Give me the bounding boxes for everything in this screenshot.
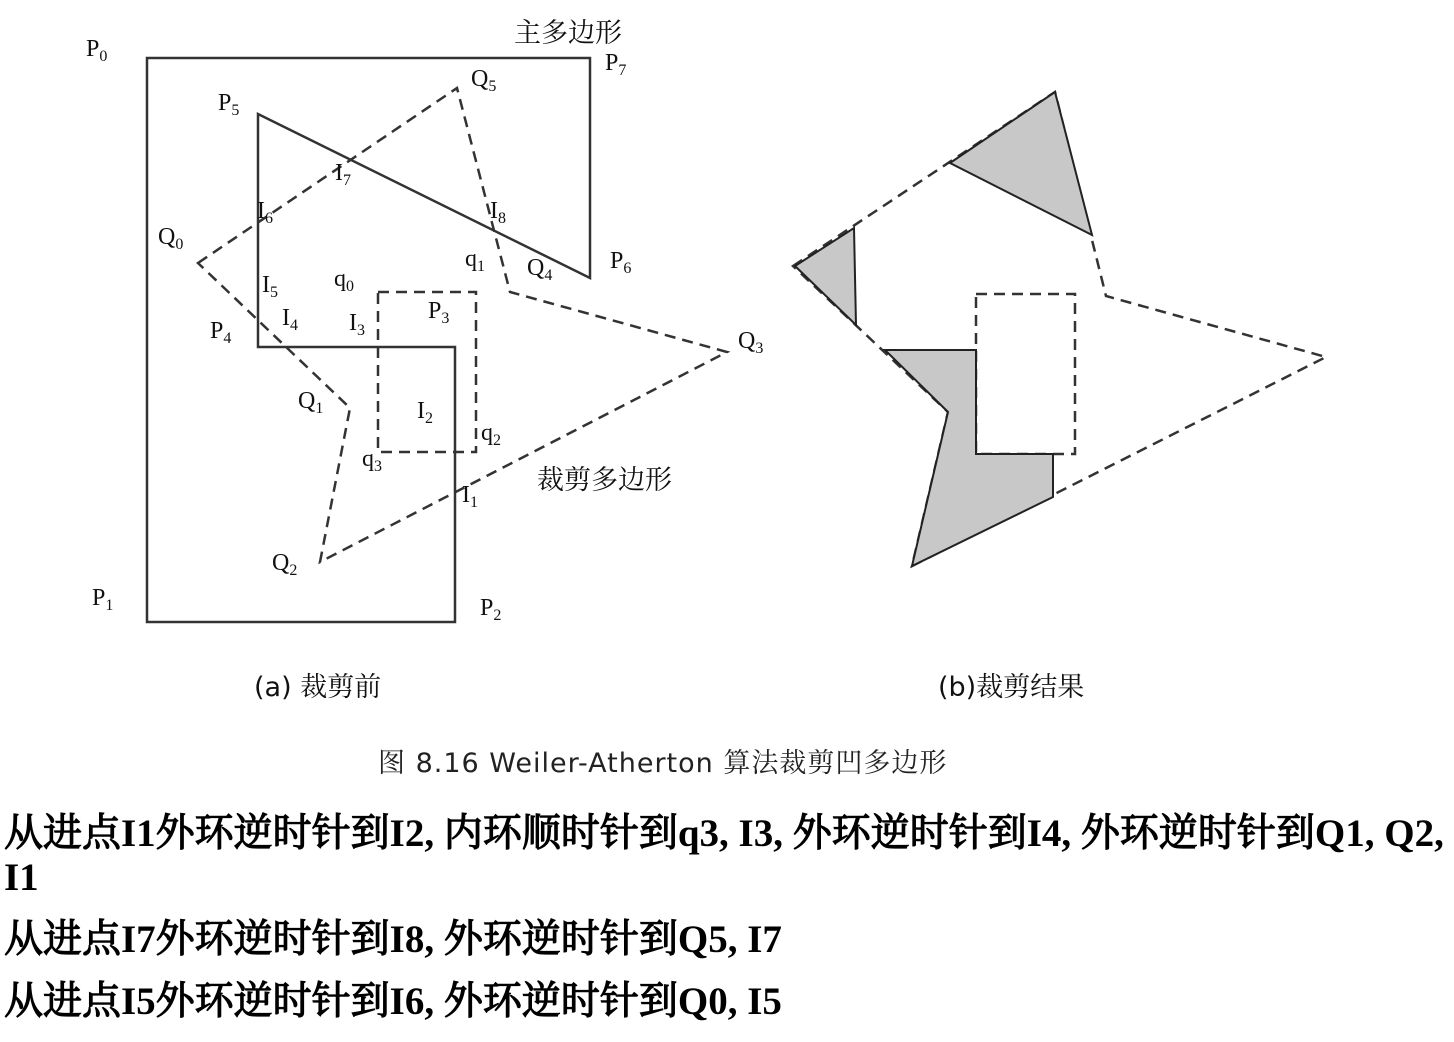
label-I4: $I_4$ bbox=[282, 305, 298, 334]
label-P5: $P_5$ bbox=[218, 90, 240, 119]
label-Q1: $Q_1$ bbox=[298, 388, 324, 417]
label-I2: $I_2$ bbox=[417, 398, 433, 427]
label-I7: $I_7$ bbox=[335, 160, 351, 189]
figure-caption: 图 8.16 Weiler-Atherton 算法裁剪凹多边形 bbox=[378, 748, 948, 779]
notes bbox=[4, 812, 1444, 1042]
label-q3: $q_3$ bbox=[362, 446, 382, 475]
label-Q0: $Q_0$ bbox=[158, 224, 184, 253]
result-piece-bottom bbox=[885, 350, 1053, 566]
label-P7: $P_7$ bbox=[605, 50, 627, 79]
label-I3: $I_3$ bbox=[349, 310, 365, 339]
label-P1: $P_1$ bbox=[92, 585, 114, 614]
label-I6: $I_6$ bbox=[257, 198, 273, 227]
main-polygon-label: 主多边形 bbox=[514, 18, 622, 49]
note-line-3: 从进点I5外环逆时针到I6, 外环逆时针到Q0, I5 bbox=[4, 980, 782, 1023]
panel-a-caption: (a) 裁剪前 bbox=[254, 672, 382, 703]
label-P0: $P_0$ bbox=[86, 36, 108, 65]
label-I5: $I_5$ bbox=[262, 272, 278, 301]
label-q0: $q_0$ bbox=[334, 266, 354, 295]
clip-polygon-inner bbox=[378, 292, 476, 452]
clip-inner-result bbox=[976, 294, 1075, 454]
clip-polygon-label: 裁剪多边形 bbox=[537, 465, 672, 496]
panel-a bbox=[86, 18, 763, 703]
label-Q3: $Q_3$ bbox=[738, 328, 764, 357]
label-Q2: $Q_2$ bbox=[272, 550, 298, 579]
label-P3: $P_3$ bbox=[428, 298, 450, 327]
label-I1: $I_1$ bbox=[462, 482, 478, 511]
panel-b bbox=[793, 92, 1326, 703]
label-q2: $q_2$ bbox=[481, 420, 501, 449]
label-Q5: $Q_5$ bbox=[471, 66, 497, 95]
label-I8: $I_8$ bbox=[490, 198, 506, 227]
label-P4: $P_4$ bbox=[210, 318, 232, 347]
note-line-1: 从进点I1外环逆时针到I2, 内环顺时针到q3, I3, 外环逆时针到I4, 外环逆时针到Q1, Q2, I1 bbox=[4, 812, 1444, 899]
label-P6: $P_6$ bbox=[610, 248, 632, 277]
label-q1: $q_1$ bbox=[465, 246, 485, 275]
label-Q4: $Q_4$ bbox=[527, 255, 553, 284]
note-line-2: 从进点I7外环逆时针到I8, 外环逆时针到Q5, I7 bbox=[4, 918, 782, 961]
panel-b-caption: (b)裁剪结果 bbox=[938, 672, 1085, 703]
label-P2: $P_2$ bbox=[480, 595, 502, 624]
